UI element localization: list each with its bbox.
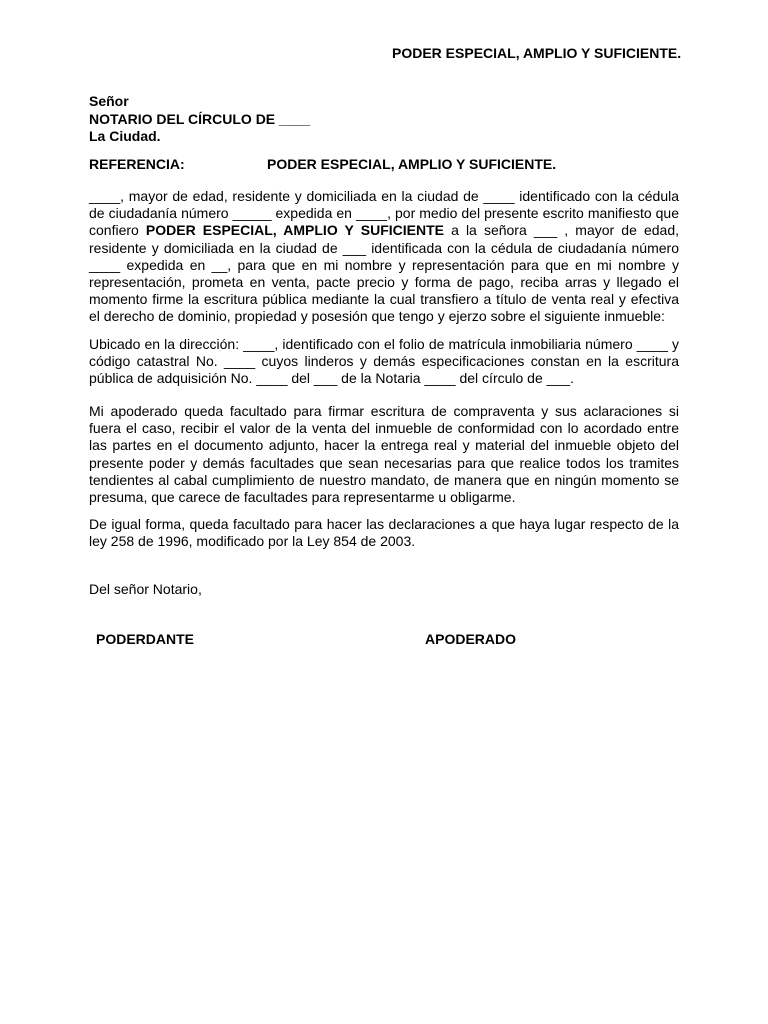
paragraph-faculties: Mi apoderado queda facultado para firmar escritura de compraventa y sus aclaraciones si fuera el caso, recibir el valor de la venta del inmueble de conformidad con lo acordado entre las partes en el documento adjunto, hacer la entrega real y material del inmueble objeto del presente poder y demás facultades que sean necesarias para que realice todos los tramites tendientes al cabal cumplimiento de nuestro mandato, de manera que en ningún momento se presuma, que carece de facultades para representarme u obligarme.: [89, 403, 679, 506]
addressee-block: [89, 93, 310, 146]
paragraph-grant: [89, 188, 679, 326]
addressee-notary: NOTARIO DEL CÍRCULO DE ____: [89, 110, 311, 127]
addressee-salutation: Señor: [89, 93, 129, 109]
reference-value: PODER ESPECIAL, AMPLIO Y SUFICIENTE.: [267, 156, 557, 172]
reference-label: REFERENCIA:: [89, 156, 185, 172]
signer-apoderado: APODERADO: [425, 631, 517, 647]
signer-poderdante: PODERDANTE: [96, 631, 195, 647]
paragraph-grant-rest: a la señora ___ , mayor de edad, residente y domiciliada en la ciudad de ___ identificada con la cédula de ciudadanía número ____ expedida en __, para que en mi nombre y representación para que en mi nombre y representación, prometa en venta, pacte precio y forma de pago, reciba arras y llegado el momento firme la escritura pública mediante la cual transfiero a título de venta real y efectiva el derecho de dominio, propiedad y posesión que tengo y ejerzo sobre el siguiente inmueble:: [89, 222, 679, 325]
paragraph-grant-bold: PODER ESPECIAL, AMPLIO Y SUFICIENTE: [145, 222, 444, 239]
document-title: PODER ESPECIAL, AMPLIO Y SUFICIENTE.: [392, 45, 682, 61]
addressee-city: La Ciudad.: [89, 128, 161, 144]
paragraph-grant-intro: ____, mayor de edad, residente y domiciliada en la ciudad de ____ identificado con la cédula de ciudadanía número _____ expedida en ____, por medio del presente escrito manifiesto que confiero: [89, 188, 679, 239]
paragraph-property: Ubicado en la dirección: ____, identificado con el folio de matrícula inmobiliaria número ____ y código catastral No. ____ cuyos linderos y demás especificaciones constan en la escritura pública de adquisición No. ____ del ___ de la Notaria ____ del círculo de ___.: [89, 336, 679, 387]
closing-line: Del señor Notario,: [89, 581, 202, 597]
paragraph-declarations: De igual forma, queda facultado para hacer las declaraciones a que haya lugar respecto de la ley 258 de 1996, modificado por la Ley 854 de 2003.: [89, 516, 679, 550]
reference-line: [89, 156, 689, 172]
